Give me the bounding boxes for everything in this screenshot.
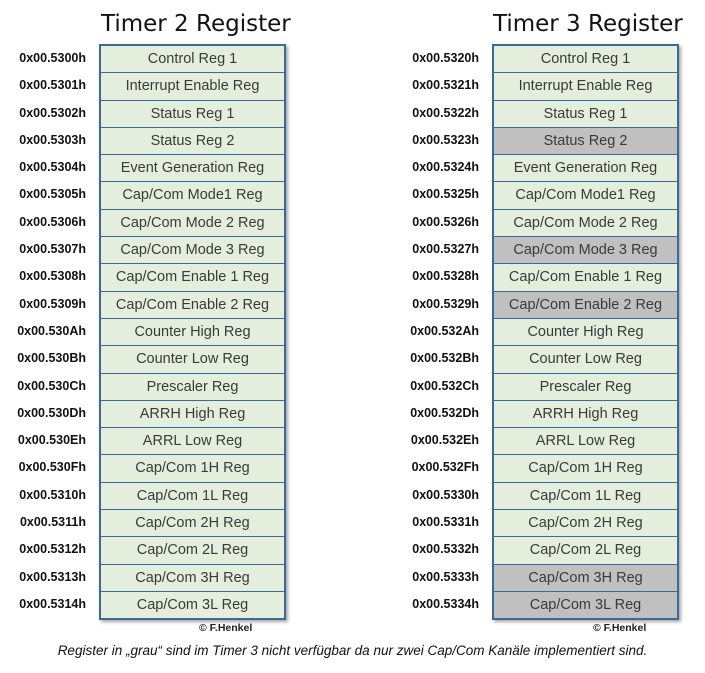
register-cell: Status Reg 1 <box>101 101 284 128</box>
register-address: 0x00.5328h <box>412 269 479 284</box>
register-address: 0x00.5320h <box>412 51 479 65</box>
register-address: 0x00.5330h <box>412 487 479 502</box>
register-cell: Interrupt Enable Reg <box>494 73 677 100</box>
register-address: 0x00.5305h <box>19 187 86 202</box>
register-address: 0x00.532Dh <box>410 405 479 420</box>
register-cell-unavailable: Cap/Com Enable 2 Reg <box>494 292 677 319</box>
register-cell: Cap/Com 2H Reg <box>494 510 677 537</box>
register-address: 0x00.5331h <box>412 515 479 530</box>
timer3-register-table <box>492 44 679 620</box>
register-address: 0x00.5334h <box>412 596 479 611</box>
register-address: 0x00.5327h <box>412 242 479 257</box>
register-address: 0x00.5333h <box>412 569 479 584</box>
timer2-copyright: © F.Henkel <box>199 622 253 634</box>
register-cell: Cap/Com 1H Reg <box>494 455 677 482</box>
register-cell: Cap/Com 1H Reg <box>101 455 284 482</box>
register-address: 0x00.5304h <box>19 160 86 175</box>
register-address: 0x00.532Bh <box>410 351 479 366</box>
register-cell: Cap/Com Enable 1 Reg <box>494 264 677 291</box>
register-address: 0x00.530Bh <box>17 351 86 366</box>
register-cell: Cap/Com Enable 1 Reg <box>101 264 284 291</box>
register-cell: ARRL Low Reg <box>494 428 677 455</box>
register-cell: Cap/Com 1L Reg <box>494 483 677 510</box>
register-address: 0x00.5312h <box>19 542 86 557</box>
register-address: 0x00.532Eh <box>410 433 479 448</box>
register-cell: ARRL Low Reg <box>101 428 284 455</box>
register-address: 0x00.5321h <box>412 78 479 93</box>
timer3-title: Timer 3 Register <box>493 11 683 37</box>
register-address: 0x00.5324h <box>412 160 479 175</box>
register-address: 0x00.5311h <box>19 515 86 530</box>
register-address: 0x00.532Ah <box>410 323 479 338</box>
register-address: 0x00.5302h <box>19 105 86 120</box>
register-address: 0x00.532Fh <box>411 460 479 475</box>
timer2-address-list <box>0 45 86 618</box>
timer2-register-table <box>99 44 286 620</box>
register-address: 0x00.5332h <box>412 542 479 557</box>
footnote: Register in „grau“ sind im Timer 3 nicht verfügbar da nur zwei Cap/Com Kanäle implementiert sind. <box>57 643 648 658</box>
register-address: 0x00.530Fh <box>18 460 86 475</box>
register-cell: Cap/Com 2L Reg <box>101 537 284 564</box>
register-cell: Interrupt Enable Reg <box>101 73 284 100</box>
register-cell: ARRH High Reg <box>494 401 677 428</box>
register-address: 0x00.5329h <box>412 296 479 311</box>
register-cell: Cap/Com 3H Reg <box>101 565 284 592</box>
register-address: 0x00.5307h <box>19 242 86 257</box>
register-cell: Counter Low Reg <box>101 346 284 373</box>
register-cell: Event Generation Reg <box>494 155 677 182</box>
register-address: 0x00.5323h <box>412 132 479 147</box>
timer3-copyright: © F.Henkel <box>593 622 647 634</box>
register-cell: Counter High Reg <box>101 319 284 346</box>
register-address: 0x00.5308h <box>19 269 86 284</box>
register-address: 0x00.530Ch <box>17 378 86 393</box>
register-cell: Status Reg 2 <box>101 128 284 155</box>
register-cell: Cap/Com Mode 2 Reg <box>101 210 284 237</box>
register-cell: Cap/Com Mode 2 Reg <box>494 210 677 237</box>
register-cell: Control Reg 1 <box>494 46 677 73</box>
register-address: 0x00.532Ch <box>410 378 479 393</box>
register-cell-unavailable: Status Reg 2 <box>494 128 677 155</box>
register-cell-unavailable: Cap/Com 3L Reg <box>494 592 677 618</box>
register-cell: Event Generation Reg <box>101 155 284 182</box>
register-cell: Control Reg 1 <box>101 46 284 73</box>
register-cell-unavailable: Cap/Com 3H Reg <box>494 565 677 592</box>
register-cell: Cap/Com Mode1 Reg <box>494 182 677 209</box>
register-cell: Cap/Com 2L Reg <box>494 537 677 564</box>
register-address: 0x00.5303h <box>19 132 86 147</box>
register-address: 0x00.5300h <box>19 51 86 65</box>
register-cell: Cap/Com 1L Reg <box>101 483 284 510</box>
register-cell: Counter High Reg <box>494 319 677 346</box>
register-cell: Cap/Com 3L Reg <box>101 592 284 618</box>
register-address: 0x00.530Ah <box>17 323 86 338</box>
register-address: 0x00.5309h <box>19 296 86 311</box>
register-address: 0x00.5326h <box>412 214 479 229</box>
register-address: 0x00.530Eh <box>17 433 86 448</box>
timer2-title: Timer 2 Register <box>101 11 291 37</box>
timer3-address-list <box>392 45 479 618</box>
register-address: 0x00.5314h <box>19 596 86 611</box>
register-cell: Cap/Com Mode1 Reg <box>101 182 284 209</box>
register-address: 0x00.5325h <box>412 187 479 202</box>
register-cell: Prescaler Reg <box>101 374 284 401</box>
register-cell-unavailable: Cap/Com Mode 3 Reg <box>494 237 677 264</box>
register-cell: Cap/Com Mode 3 Reg <box>101 237 284 264</box>
register-address: 0x00.5306h <box>19 214 86 229</box>
register-address: 0x00.5322h <box>412 105 479 120</box>
register-cell: ARRH High Reg <box>101 401 284 428</box>
register-cell: Cap/Com Enable 2 Reg <box>101 292 284 319</box>
register-cell: Counter Low Reg <box>494 346 677 373</box>
register-address: 0x00.5301h <box>19 78 86 93</box>
register-cell: Prescaler Reg <box>494 374 677 401</box>
register-address: 0x00.530Dh <box>17 405 86 420</box>
register-address: 0x00.5313h <box>19 569 86 584</box>
register-cell: Status Reg 1 <box>494 101 677 128</box>
register-cell: Cap/Com 2H Reg <box>101 510 284 537</box>
register-address: 0x00.5310h <box>19 487 86 502</box>
